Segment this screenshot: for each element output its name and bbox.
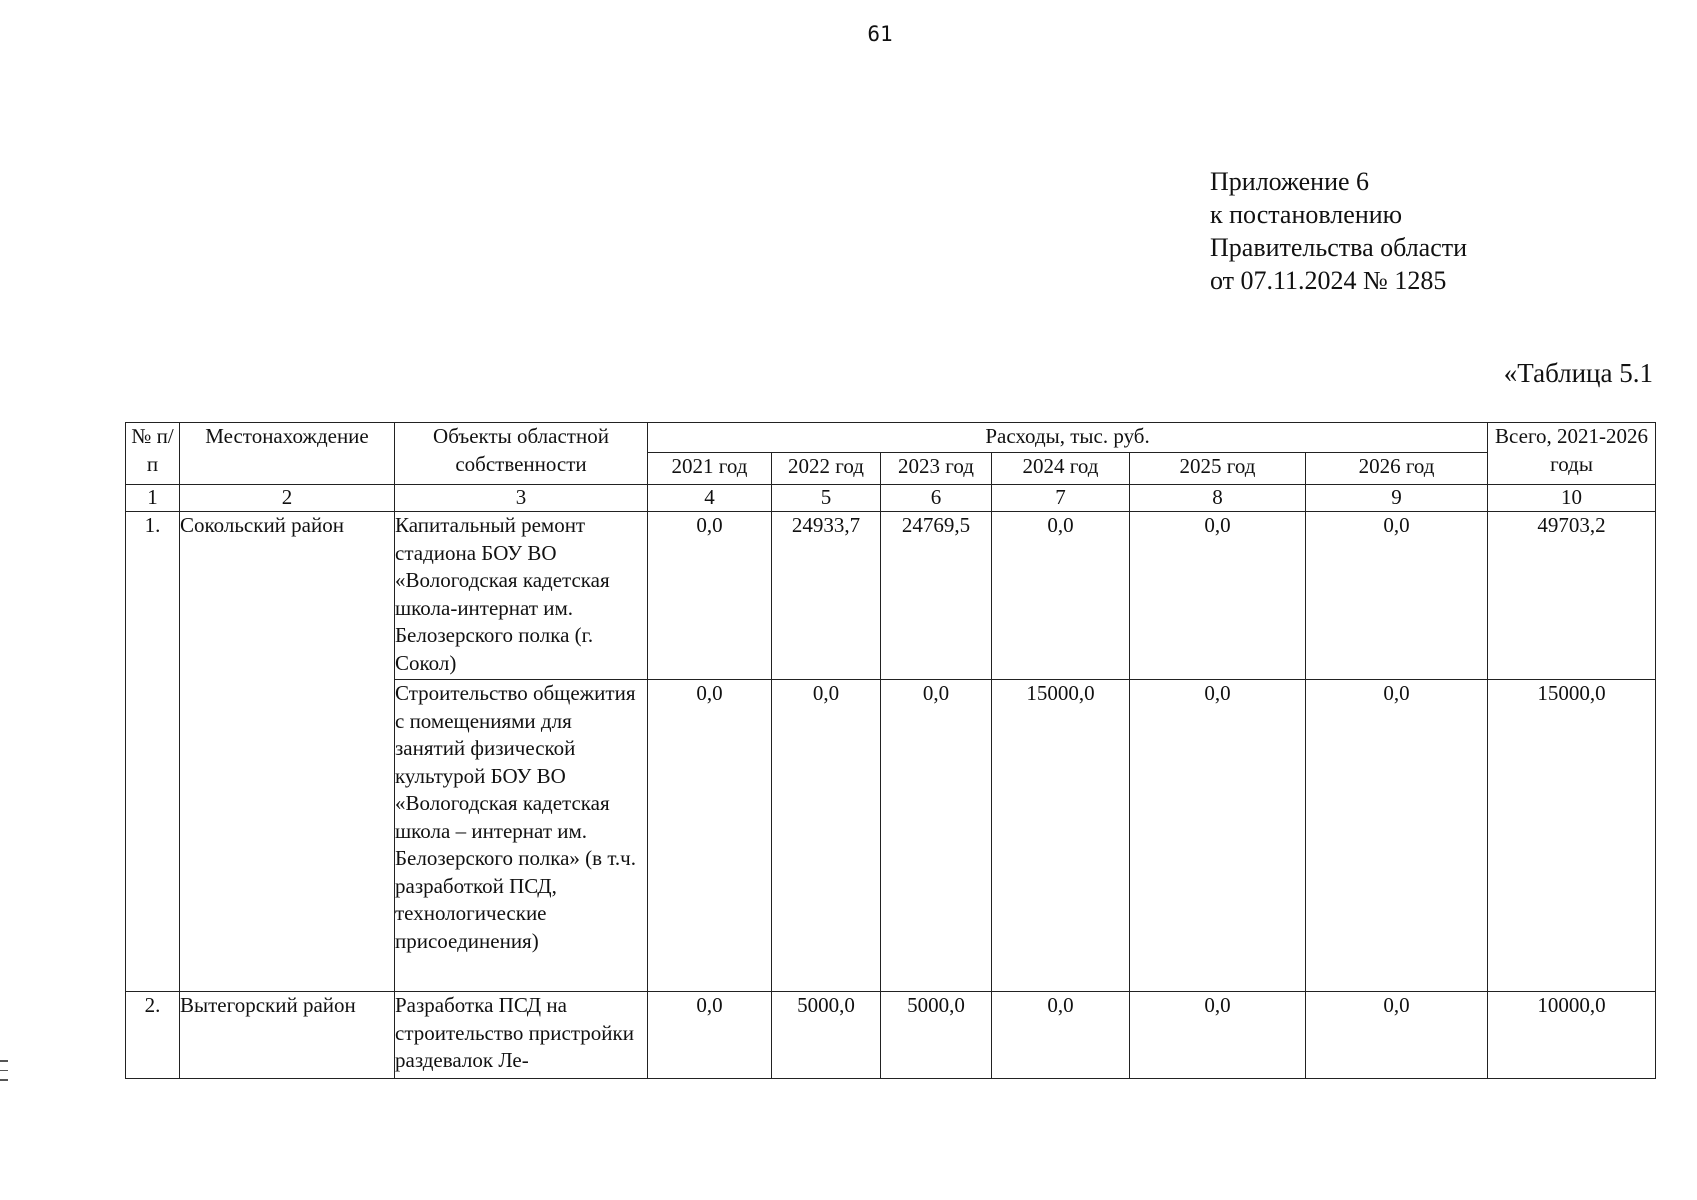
appendix-block xyxy=(1210,165,1467,297)
column-number: 4 xyxy=(648,485,772,512)
row-value: 0,0 xyxy=(881,680,992,992)
header-expenses: Расходы, тыс. руб. xyxy=(648,423,1488,453)
row-value: 0,0 xyxy=(1130,992,1306,1079)
row-value: 0,0 xyxy=(1306,992,1488,1079)
scan-edge-marks xyxy=(0,1060,10,1089)
row-value: 24769,5 xyxy=(881,512,992,680)
column-number: 5 xyxy=(772,485,881,512)
table-row xyxy=(126,992,1656,1079)
row-location: Сокольский район xyxy=(180,512,395,992)
row-total: 15000,0 xyxy=(1488,680,1656,992)
header-row-top xyxy=(126,423,1656,453)
row-value: 5000,0 xyxy=(772,992,881,1079)
row-value: 24933,7 xyxy=(772,512,881,680)
appendix-line-3: Правительства области xyxy=(1210,233,1468,262)
row-total: 49703,2 xyxy=(1488,512,1656,680)
row-value: 15000,0 xyxy=(992,680,1130,992)
appendix-line-2: к постановлению xyxy=(1210,200,1403,229)
header-total: Всего, 2021-2026 годы xyxy=(1488,423,1656,485)
column-number: 1 xyxy=(126,485,180,512)
row-value: 0,0 xyxy=(1306,680,1488,992)
edge-mark xyxy=(0,1079,8,1081)
header-location: Местонахождение xyxy=(180,423,395,485)
row-object: Строительство общежития с помещениями для занятий физической культурой БОУ ВО «Вологодская кадетская школа – интернат им. Белозерского полка» (в т.ч. разработкой ПСД, технологические присоединения) xyxy=(395,680,648,992)
appendix-line-4: от 07.11.2024 № 1285 xyxy=(1210,266,1447,295)
column-number: 9 xyxy=(1306,485,1488,512)
column-number: 10 xyxy=(1488,485,1656,512)
row-value: 0,0 xyxy=(648,992,772,1079)
row-total: 10000,0 xyxy=(1488,992,1656,1079)
row-value: 0,0 xyxy=(648,512,772,680)
table-caption: «Таблица 5.1 xyxy=(1503,358,1653,388)
expenses-table xyxy=(125,422,1656,1079)
row-number: 1. xyxy=(126,512,180,992)
edge-mark xyxy=(0,1070,8,1072)
row-value: 0,0 xyxy=(1130,512,1306,680)
row-value: 0,0 xyxy=(1306,512,1488,680)
header-objects: Объекты областной собственности xyxy=(395,423,648,485)
header-year: 2024 год xyxy=(992,453,1130,485)
page-number: 61 xyxy=(867,22,893,46)
header-year: 2021 год xyxy=(648,453,772,485)
row-value: 0,0 xyxy=(772,680,881,992)
column-number-row xyxy=(126,485,1656,512)
column-number: 8 xyxy=(1130,485,1306,512)
header-year: 2023 год xyxy=(881,453,992,485)
row-object: Разработка ПСД на строительство пристройки раздевалок Ле- xyxy=(395,992,648,1079)
row-location: Вытегорский район xyxy=(180,992,395,1079)
column-number: 6 xyxy=(881,485,992,512)
header-year: 2026 год xyxy=(1306,453,1488,485)
column-number: 3 xyxy=(395,485,648,512)
row-value: 0,0 xyxy=(992,992,1130,1079)
row-value: 0,0 xyxy=(1130,680,1306,992)
header-year: 2022 год xyxy=(772,453,881,485)
column-number: 2 xyxy=(180,485,395,512)
table-row xyxy=(126,512,1656,680)
row-number: 2. xyxy=(126,992,180,1079)
appendix-line-1: Приложение 6 xyxy=(1210,167,1370,196)
header-year: 2025 год xyxy=(1130,453,1306,485)
header-num: № п/п xyxy=(126,423,180,485)
column-number: 7 xyxy=(992,485,1130,512)
row-value: 5000,0 xyxy=(881,992,992,1079)
row-value: 0,0 xyxy=(648,680,772,992)
edge-mark xyxy=(0,1060,8,1062)
row-value: 0,0 xyxy=(992,512,1130,680)
row-object: Капитальный ремонт стадиона БОУ ВО «Вологодская кадетская школа-интернат им. Белозерского полка (г. Сокол) xyxy=(395,512,648,680)
